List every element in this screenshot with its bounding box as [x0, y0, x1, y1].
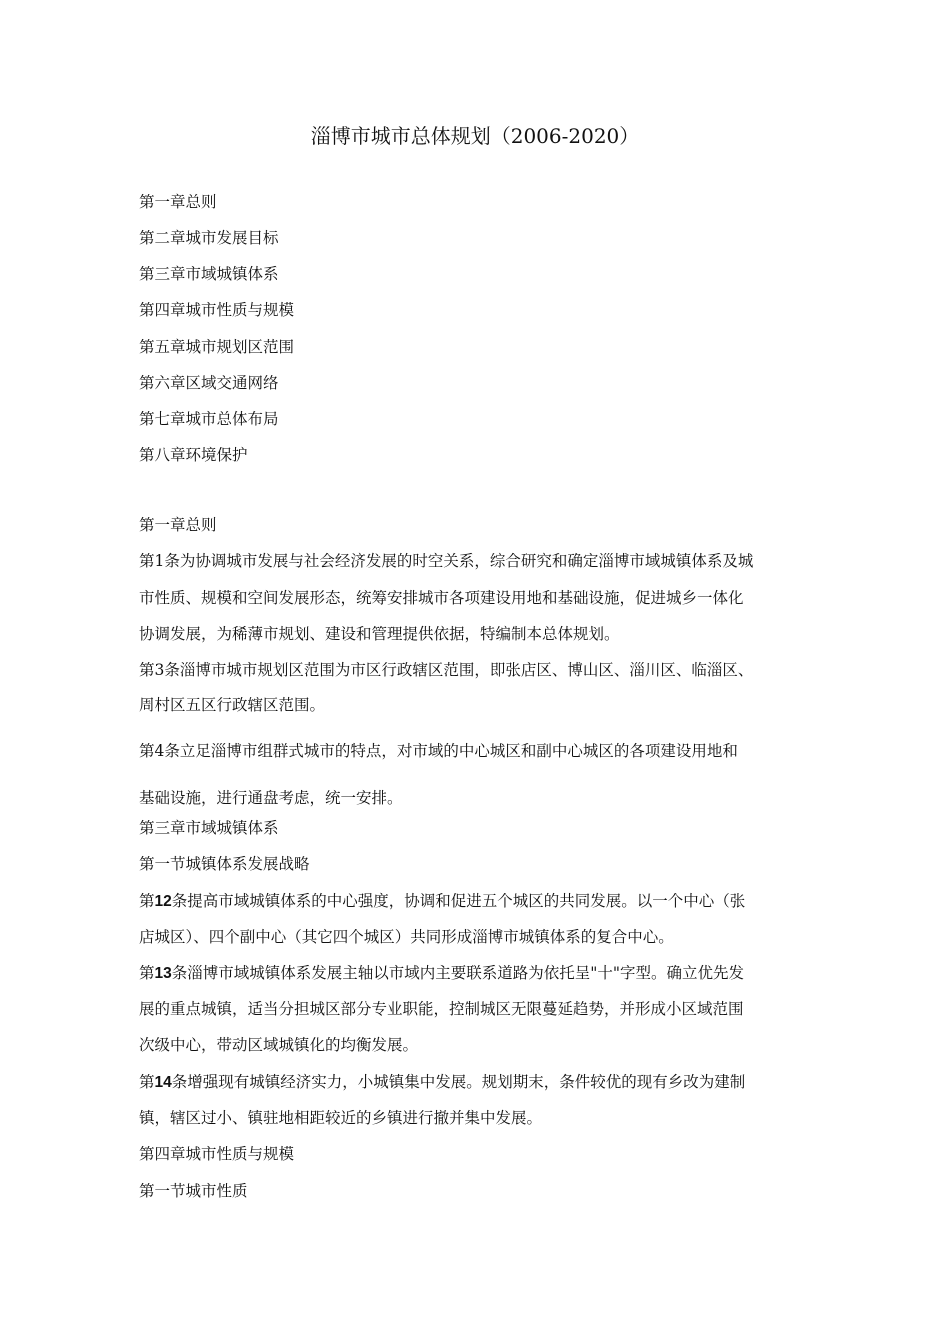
toc-item-ch7: 第七章城市总体布局 — [139, 410, 279, 428]
toc-item-ch4: 第四章城市性质与规模 — [139, 301, 295, 319]
article-prefix: 第 — [139, 964, 155, 982]
article-line: 镇，辖区过小、镇驻地相距较近的乡镇进行撤并集中发展。 — [139, 1109, 543, 1127]
article-line — [139, 890, 839, 913]
article-text: 条提高市域城镇体系的中心强度，协调和促进五个城区的共同发展。以一个中心（张 — [171, 892, 746, 910]
article-line — [139, 550, 839, 572]
toc-item-ch2: 第二章城市发展目标 — [139, 229, 279, 247]
article-line: 周村区五区行政辖区范围。 — [139, 696, 326, 714]
article-prefix: 第 — [139, 1073, 155, 1091]
article-number: 4 — [154, 742, 165, 760]
article-line: 协调发展，为稀薄市规划、建设和管理提供依据，特编制本总体规划。 — [139, 625, 620, 643]
article-line: 展的重点城镇，适当分担城区部分专业职能，控制城区无限蔓延趋势，并形成小区域范围 — [139, 1000, 744, 1018]
article-line — [139, 740, 839, 762]
article-line — [139, 659, 839, 681]
article-line: 店城区）、四个副中心（其它四个城区）共同形成淄博市城镇体系的复合中心。 — [139, 928, 674, 946]
article-number: 14 — [154, 1074, 172, 1091]
article-line — [139, 1071, 839, 1094]
section-heading: 第一节城市性质 — [139, 1182, 248, 1200]
chapter-heading: 第三章市域城镇体系 — [139, 819, 279, 837]
article-prefix: 第 — [139, 742, 155, 760]
article-prefix: 第 — [139, 552, 155, 570]
article-line — [139, 962, 839, 985]
article-text: 条淄博市域城镇体系发展主轴以市域内主要联系道路为依托呈"十"字型。确立优先发 — [171, 964, 745, 982]
article-prefix: 第 — [139, 661, 155, 679]
article-text: 条立足淄博市组群式城市的特点，对市域的中心城区和副中心城区的各项建设用地和 — [164, 742, 738, 760]
article-text: 条淄博市城市规划区范围为市区行政辖区范围，即张店区、博山区、淄川区、临淄区、 — [164, 661, 754, 679]
article-text: 条增强现有城镇经济实力，小城镇集中发展。规划期末，条件较优的现有乡改为建制 — [171, 1073, 746, 1091]
chapter-heading: 第一章总则 — [139, 516, 217, 534]
article-number: 13 — [154, 965, 172, 982]
toc-item-ch6: 第六章区域交通网络 — [139, 374, 279, 392]
article-number: 1 — [154, 552, 165, 570]
article-number: 12 — [154, 893, 172, 910]
document-title: 淄博市城市总体规划（2006-2020） — [310, 124, 640, 148]
article-line: 市性质、规模和空间发展形态，统筹安排城市各项建设用地和基础设施，促进城乡一体化 — [139, 589, 744, 607]
toc-item-ch1: 第一章总则 — [139, 193, 217, 211]
article-number: 3 — [154, 661, 165, 679]
article-prefix: 第 — [139, 892, 155, 910]
toc-item-ch8: 第八章环境保护 — [139, 446, 248, 464]
chapter-heading: 第四章城市性质与规模 — [139, 1145, 295, 1163]
article-line: 次级中心，带动区域城镇化的均衡发展。 — [139, 1036, 419, 1054]
toc-item-ch5: 第五章城市规划区范围 — [139, 338, 295, 356]
article-text: 条为协调城市发展与社会经济发展的时空关系，综合研究和确定淄博市域城镇体系及城 — [164, 552, 754, 570]
section-heading: 第一节城镇体系发展战略 — [139, 855, 310, 873]
toc-item-ch3: 第三章市域城镇体系 — [139, 265, 279, 283]
article-line: 基础设施，进行通盘考虑，统一安排。 — [139, 789, 403, 807]
